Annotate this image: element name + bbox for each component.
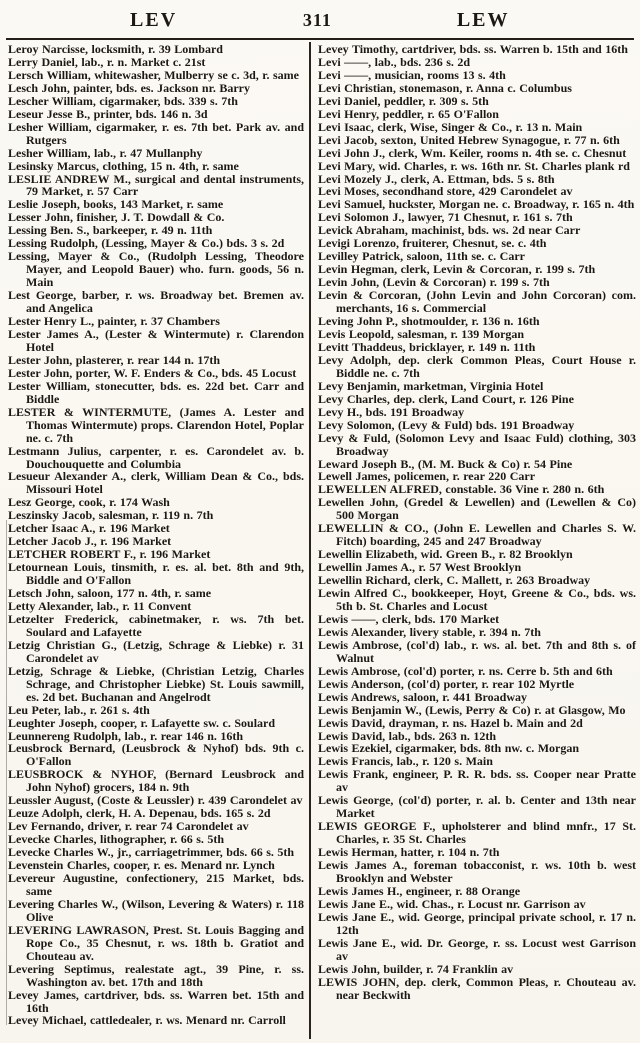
directory-entry: Lewis David, drayman, r. ns. Hazel b. Main and 2d (318, 715, 583, 730)
directory-entry: Lewis Ezekiel, cigarmaker, bds. 8th nw. c. Morgan (318, 741, 580, 756)
directory-entry: Lesinsky Marcus, clothing, 15 n. 4th, r. same (8, 158, 239, 173)
directory-entry: Lester John, plasterer, r. rear 144 n. 17th (8, 352, 221, 367)
directory-entry: Lesz George, cook, r. 174 Wash (8, 495, 170, 510)
directory-entry: Leroy Narcisse, locksmith, r. 39 Lombard (8, 42, 223, 56)
right-column (311, 42, 640, 1039)
directory-entry: Leving John P., shotmoulder, r. 136 n. 16th (318, 314, 540, 329)
directory-entry: Levi ——, musician, rooms 13 s. 4th (318, 67, 506, 82)
directory-entry: Lester John, porter, W. F. Enders & Co., bds. 45 Locust (8, 365, 297, 380)
directory-entry: LESTER & WINTERMUTE, (James A. Lester and Thomas Wintermute) props. Clarendon Hotel, Poplar ne. c. 7th (8, 404, 304, 445)
directory-entry: Lewis James A., foreman tobacconist, r. ws. 10th b. west Brooklyn and Webster (318, 858, 636, 885)
directory-entry: Levi ——, lab., bds. 236 s. 2d (318, 54, 471, 69)
directory-entry: Levick Abraham, machinist, bds. ws. 2d near Carr (318, 223, 581, 238)
directory-entry: Lewis Ambrose, (col'd) porter, r. ns. Cerre b. 5th and 6th (318, 663, 613, 678)
directory-entry: Lewis John, builder, r. 74 Franklin av (318, 961, 514, 976)
directory-entry: Levi Mary, wid. Charles, r. ws. 16th nr. St. Charles plank rd (318, 158, 630, 173)
directory-entry: Lewin Alfred C., bookkeeper, Hoyt, Greene & Co., bds. ws. 5th b. St. Charles and Locust (318, 586, 636, 613)
directory-entry: Lesueur Alexander A., clerk, William Dean & Co., bds. Missouri Hotel (8, 469, 304, 497)
directory-entry: Lewis Francis, lab., r. 120 s. Main (318, 754, 493, 769)
directory-entry: Letzig Christian G., (Letzig, Schrage & Liebke) r. 31 Carondelet av (8, 637, 304, 665)
directory-entry: Lescher William, cigarmaker, bds. 339 s. 7th (8, 93, 238, 108)
directory-entry: Lerry Daniel, lab., r. n. Market c. 21st (8, 54, 206, 69)
directory-entry: Levecke Charles W., jr., carriagetrimmer, bds. 66 s. 5th (8, 845, 295, 860)
directory-entry: Levy & Fuld, (Solomon Levy and Isaac Fuld) clothing, 303 Broadway (318, 430, 636, 458)
directory-entry: Lester Henry L., painter, r. 37 Chambers (8, 314, 220, 329)
directory-entry: Leussler August, (Coste & Leussler) r. 439 Carondelet av (8, 793, 303, 808)
directory-entry: LEWELLIN & CO., (John E. Lewellen and Charles S. W. Fitch) boarding, 245 and 247 Broadway (318, 521, 636, 549)
directory-entry: Lessing Rudolph, (Lessing, Mayer & Co.) bds. 3 s. 2d (8, 236, 285, 251)
directory-entry: Levi Mozely J., clerk, A. Ettman, bds. 5 s. 8th (318, 171, 555, 186)
directory-entry: Levin Hegman, clerk, Levin & Corcoran, r. 199 s. 7th (318, 262, 596, 277)
directory-entry: Letzelter Frederick, cabinetmaker, r. ws. 7th bet. Soulard and Lafayette (8, 611, 304, 639)
directory-columns (0, 40, 640, 1039)
directory-entry: Levis Leopold, salesman, r. 139 Morgan (318, 326, 525, 341)
directory-entry: Lessing, Mayer & Co., (Rudolph Lessing, Theodore Mayer, and Leopold Bauer) who. furn. goods, 56 n. Main (8, 249, 304, 290)
directory-entry: LESLIE ANDREW M., surgical and dental instruments, 79 Market, r. 57 Carr (8, 171, 304, 199)
directory-entry: Lester James A., (Lester & Wintermute) r. Clarendon Hotel (8, 326, 304, 354)
directory-entry: Lewis Jane E., wid. Dr. George, r. ss. Locust west Garrison av (318, 935, 636, 963)
directory-entry: Letcher Isaac A., r. 196 Market (8, 521, 170, 536)
directory-entry: Lesher William, cigarmaker, r. es. 7th bet. Park av. and Rutgers (8, 119, 304, 147)
directory-entry: Lewis Andrews, saloon, r. 441 Broadway (318, 689, 527, 704)
directory-entry: Lersch William, whitewasher, Mulberry se c. 3d, r. same (8, 67, 299, 82)
directory-entry: Lewis ——, clerk, bds. 170 Market (318, 611, 500, 626)
directory-entry: Levy Charles, dep. clerk, Land Court, r. 126 Pine (318, 391, 574, 406)
directory-entry: Lewis James H., engineer, r. 88 Orange (318, 883, 521, 898)
directory-entry: Leughter Joseph, cooper, r. Lafayette sw. c. Soulard (8, 715, 276, 730)
page-edge-scan-line (6, 520, 7, 1025)
directory-entry: Levering Charles W., (Wilson, Levering & Waters) r. 118 Olive (8, 896, 304, 924)
page-header (0, 0, 640, 38)
directory-entry: LEVERING LAWRASON, Prest. St. Louis Bagging and Rope Co., 35 Chesnut, r. ws. 18th b. Gratiot and Chouteau av. (8, 922, 304, 963)
directory-entry: Levy Solomon, (Levy & Fuld) bds. 191 Broadway (318, 417, 575, 432)
directory-entry: Levenstein Charles, cooper, r. es. Menard nr. Lynch (8, 858, 275, 873)
directory-entry: Lewellen John, (Gredel & Lewellen) and (Lewellen & Co) 500 Morgan (318, 495, 636, 523)
directory-entry: Leunnereng Rudolph, lab., r. rear 146 n. 16th (8, 728, 244, 743)
directory-entry: Lev Fernando, driver, r. rear 74 Carondelet av (8, 819, 249, 834)
directory-entry: Lewellin Elizabeth, wid. Green B., r. 82 Brooklyn (318, 547, 573, 562)
directory-entry: Lester William, stonecutter, bds. es. 22d bet. Carr and Biddle (8, 378, 304, 406)
directory-entry: Lewis Anderson, (col'd) porter, r. rear 102 Myrtle (318, 676, 575, 691)
directory-entry: Lesch John, painter, bds. es. Jackson nr. Barry (8, 80, 250, 95)
directory-entry: Lewellin Richard, clerk, C. Mallett, r. 263 Broadway (318, 573, 591, 588)
directory-entry: Leslie Joseph, books, 143 Market, r. same (8, 197, 224, 212)
directory-entry: Lewell James, policemen, r. rear 220 Carr (318, 469, 536, 484)
directory-entry: Levin & Corcoran, (John Levin and John Corcoran) com. merchants, 16 s. Commercial (318, 288, 636, 316)
left-column (0, 42, 311, 1039)
directory-entry: Letournean Louis, tinsmith, r. es. al. bet. 8th and 9th, Biddle and O'Fallon (8, 560, 304, 588)
directory-entry: Leseur Jesse B., printer, bds. 146 n. 3d (8, 106, 208, 121)
directory-entry: Leszinsky Jacob, salesman, r. 119 n. 7th (8, 508, 214, 523)
directory-entry: Lewis Herman, hatter, r. 104 n. 7th (318, 845, 500, 860)
directory-entry: Levey Timothy, cartdriver, bds. ss. Warren b. 15th and 16th (318, 42, 628, 56)
directory-entry: Levey James, cartdriver, bds. ss. Warren bet. 15th and 16th (8, 987, 304, 1015)
directory-entry: Lessing Ben. S., barkeeper, r. 49 n. 11th (8, 223, 213, 238)
directory-entry: Lewis Benjamin W., (Lewis, Perry & Co) r. at Glasgow, Mo (318, 702, 626, 717)
directory-entry: LETCHER ROBERT F., r. 196 Market (8, 547, 211, 562)
directory-entry: Leuze Adolph, clerk, H. A. Depenau, bds. 165 s. 2d (8, 806, 271, 821)
directory-entry: Levey Michael, cattledealer, r. ws. Menard nr. Carroll (8, 1013, 286, 1028)
directory-entry: LEWIS GEORGE F., upholsterer and blind mnfr., 17 St. Charles, r. 35 St. Charles (318, 819, 636, 847)
directory-entry: Lewis Jane E., wid. George, principal private school, r. 17 n. 12th (318, 909, 636, 937)
directory-entry: Lewis George, (col'd) porter, r. al. b. Center and 13th near Market (318, 793, 636, 821)
header-section-left: LEV (130, 9, 178, 31)
directory-entry: Levy Benjamin, marketman, Virginia Hotel (318, 378, 544, 393)
directory-entry: Letty Alexander, lab., r. 11 Convent (8, 598, 192, 613)
directory-entry: Levigi Lorenzo, fruiterer, Chesnut, se. c. 4th (318, 236, 547, 251)
directory-entry: Levi Samuel, huckster, Morgan ne. c. Broadway, r. 165 n. 4th (318, 197, 635, 212)
directory-entry: Lewis Ambrose, (col'd) lab., r. ws. al. bet. 7th and 8th s. of Walnut (318, 637, 636, 665)
directory-entry: Lewis David, lab., bds. 263 n. 12th (318, 728, 497, 743)
directory-entry: Levy H., bds. 191 Broadway (318, 404, 465, 419)
directory-entry: LEWELLEN ALFRED, constable. 36 Vine r. 280 n. 6th (318, 482, 605, 497)
directory-entry: Levy Adolph, dep. clerk Common Pleas, Court House r. Biddle ne. c. 7th (318, 352, 636, 380)
directory-entry: Levin John, (Levin & Corcoran) r. 199 s. 7th (318, 275, 550, 290)
directory-entry: Levi Henry, peddler, r. 65 O'Fallon (318, 106, 499, 121)
directory-entry: Lestmann Julius, carpenter, r. es. Carondelet av. b. Douchouquette and Columbia (8, 443, 304, 471)
directory-entry: Lest George, barber, r. ws. Broadway bet. Bremen av. and Angelica (8, 288, 304, 316)
directory-entry: Lewellin James A., r. 57 West Brooklyn (318, 560, 522, 575)
directory-entry: Lesher William, lab., r. 47 Mullanphy (8, 145, 203, 160)
directory-entry: Levering Septimus, realestate agt., 39 Pine, r. ss. Washington av. bet. 17th and 18th (8, 961, 304, 989)
directory-entry: Lewis Jane E., wid. Chas., r. Locust nr. Garrison av (318, 896, 586, 911)
directory-entry: Lewis Alexander, livery stable, r. 394 n. 7th (318, 624, 541, 639)
page-number: 311 (302, 10, 332, 30)
directory-entry: Levi Isaac, clerk, Wise, Singer & Co., r. 13 n. Main (318, 119, 583, 134)
directory-entry: Levi John J., clerk, Wm. Keiler, rooms n. 4th se. c. Chesnut (318, 145, 627, 160)
directory-entry: Lewis Frank, engineer, P. R. R. bds. ss. Cooper near Pratte av (318, 767, 636, 795)
directory-entry: Letcher Jacob J., r. 196 Market (8, 534, 172, 549)
directory-entry: Letzig, Schrage & Liebke, (Christian Letzig, Charles Schrage, and Christopher Liebke) St. Louis sawmill, es. 2d bet. Buchanan and Angelrodt (8, 663, 304, 704)
directory-entry: LEUSBROCK & NYHOF, (Bernard Leusbrock and John Nyhof) grocers, 184 n. 9th (8, 767, 304, 795)
directory-entry: Levitt Thaddeus, bricklayer, r. 149 n. 11th (318, 339, 536, 354)
directory-entry: Levilley Patrick, saloon, 11th se. c. Carr (318, 249, 525, 264)
directory-entry: Letsch John, saloon, 177 n. 4th, r. same (8, 586, 212, 601)
directory-entry: Levi Jacob, sexton, United Hebrew Synagogue, r. 77 n. 6th (318, 132, 620, 147)
directory-entry: Levereur Augustine, confectionery, 215 Market, bds. same (8, 871, 304, 898)
directory-entry: LEWIS JOHN, dep. clerk, Common Pleas, r. Chouteau av. near Beckwith (318, 974, 636, 1002)
directory-entry: Leward Joseph B., (M. M. Buck & Co) r. 54 Pine (318, 456, 573, 471)
directory-entry: Leu Peter, lab., r. 261 s. 4th (8, 702, 150, 717)
directory-entry: Lesser John, finisher, J. T. Dowdall & Co. (8, 210, 225, 225)
directory-entry: Levi Christian, stonemason, r. Anna c. Columbus (318, 80, 572, 95)
directory-entry: Levi Solomon J., lawyer, 71 Chesnut, r. 161 s. 7th (318, 210, 573, 225)
directory-entry: Levi Daniel, peddler, r. 309 s. 5th (318, 93, 489, 108)
directory-entry: Levi Moses, secondhand store, 429 Carondelet av (318, 184, 573, 199)
directory-entry: Levecke Charles, lithographer, r. 66 s. 5th (8, 832, 225, 847)
directory-entry: Leusbrock Bernard, (Leusbrock & Nyhof) bds. 9th c. O'Fallon (8, 741, 304, 769)
header-section-right: LEW (456, 9, 510, 31)
